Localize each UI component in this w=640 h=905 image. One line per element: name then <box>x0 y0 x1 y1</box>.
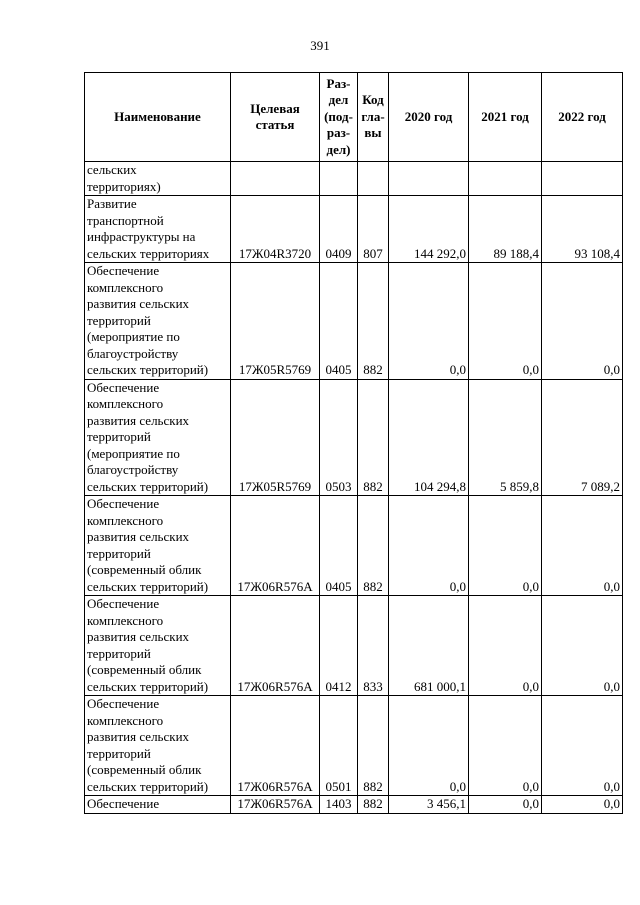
cell-section: 0405 <box>320 263 358 380</box>
cell-year-2022: 0,0 <box>542 263 623 380</box>
cell-name: сельских территориях) <box>85 162 231 196</box>
cell-name: Обеспечение <box>85 796 231 814</box>
cell-target-article: 17Ж05R5769 <box>231 263 320 380</box>
cell-target-article: 17Ж06R576A <box>231 796 320 814</box>
cell-name: Обеспечение комплексного развития сельских территорий (мероприятие по благоустройству сельских территорий) <box>85 379 231 496</box>
header-section: Раз- дел (под- раз- дел) <box>320 73 358 162</box>
cell-year-2022: 0,0 <box>542 496 623 596</box>
cell-chapter-code: 882 <box>358 263 389 380</box>
cell-name: Обеспечение комплексного развития сельских территорий (современный облик сельских территорий) <box>85 596 231 696</box>
cell-year-2021: 0,0 <box>469 796 542 814</box>
cell-year-2022: 0,0 <box>542 596 623 696</box>
cell-year-2022 <box>542 162 623 196</box>
cell-year-2022: 93 108,4 <box>542 196 623 263</box>
table-row <box>85 596 623 696</box>
cell-year-2021: 5 859,8 <box>469 379 542 496</box>
cell-year-2021: 0,0 <box>469 496 542 596</box>
table-row <box>85 379 623 496</box>
cell-chapter-code: 882 <box>358 496 389 596</box>
table-row <box>85 496 623 596</box>
cell-chapter-code: 807 <box>358 196 389 263</box>
header-year-2022: 2022 год <box>542 73 623 162</box>
cell-section: 0412 <box>320 596 358 696</box>
cell-year-2022: 7 089,2 <box>542 379 623 496</box>
cell-section: 0501 <box>320 696 358 796</box>
table-row <box>85 263 623 380</box>
table-row <box>85 796 623 814</box>
cell-year-2022: 0,0 <box>542 696 623 796</box>
cell-section <box>320 162 358 196</box>
table-body <box>85 162 623 814</box>
cell-section: 0503 <box>320 379 358 496</box>
cell-chapter-code: 833 <box>358 596 389 696</box>
cell-year-2021: 0,0 <box>469 263 542 380</box>
cell-year-2021: 0,0 <box>469 596 542 696</box>
page-number: 391 <box>310 38 330 53</box>
cell-chapter-code: 882 <box>358 379 389 496</box>
cell-section: 0405 <box>320 496 358 596</box>
budget-table <box>84 72 623 814</box>
cell-year-2020: 144 292,0 <box>389 196 469 263</box>
cell-name: Обеспечение комплексного развития сельских территорий (современный облик сельских территорий) <box>85 496 231 596</box>
cell-target-article: 17Ж06R576A <box>231 696 320 796</box>
header-row <box>85 73 623 162</box>
cell-section: 0409 <box>320 196 358 263</box>
cell-chapter-code: 882 <box>358 796 389 814</box>
cell-section: 1403 <box>320 796 358 814</box>
cell-chapter-code <box>358 162 389 196</box>
cell-year-2020: 0,0 <box>389 696 469 796</box>
header-year-2020: 2020 год <box>389 73 469 162</box>
cell-year-2020: 3 456,1 <box>389 796 469 814</box>
cell-year-2021: 89 188,4 <box>469 196 542 263</box>
cell-name: Обеспечение комплексного развития сельских территорий (мероприятие по благоустройству сельских территорий) <box>85 263 231 380</box>
cell-year-2020: 681 000,1 <box>389 596 469 696</box>
table-row <box>85 196 623 263</box>
cell-target-article: 17Ж04R3720 <box>231 196 320 263</box>
cell-target-article: 17Ж06R576A <box>231 596 320 696</box>
header-year-2021: 2021 год <box>469 73 542 162</box>
table-row <box>85 162 623 196</box>
cell-target-article: 17Ж05R5769 <box>231 379 320 496</box>
cell-target-article: 17Ж06R576A <box>231 496 320 596</box>
cell-year-2020: 104 294,8 <box>389 379 469 496</box>
cell-year-2021: 0,0 <box>469 696 542 796</box>
header-target-article: Целевая статья <box>231 73 320 162</box>
cell-year-2020: 0,0 <box>389 496 469 596</box>
header-chapter-code: Код гла- вы <box>358 73 389 162</box>
cell-year-2020: 0,0 <box>389 263 469 380</box>
cell-year-2021 <box>469 162 542 196</box>
cell-name: Обеспечение комплексного развития сельских территорий (современный облик сельских территорий) <box>85 696 231 796</box>
cell-year-2022: 0,0 <box>542 796 623 814</box>
cell-year-2020 <box>389 162 469 196</box>
cell-chapter-code: 882 <box>358 696 389 796</box>
cell-target-article <box>231 162 320 196</box>
cell-name: Развитие транспортной инфраструктуры на сельских территориях <box>85 196 231 263</box>
table-row <box>85 696 623 796</box>
header-name: Наименование <box>85 73 231 162</box>
